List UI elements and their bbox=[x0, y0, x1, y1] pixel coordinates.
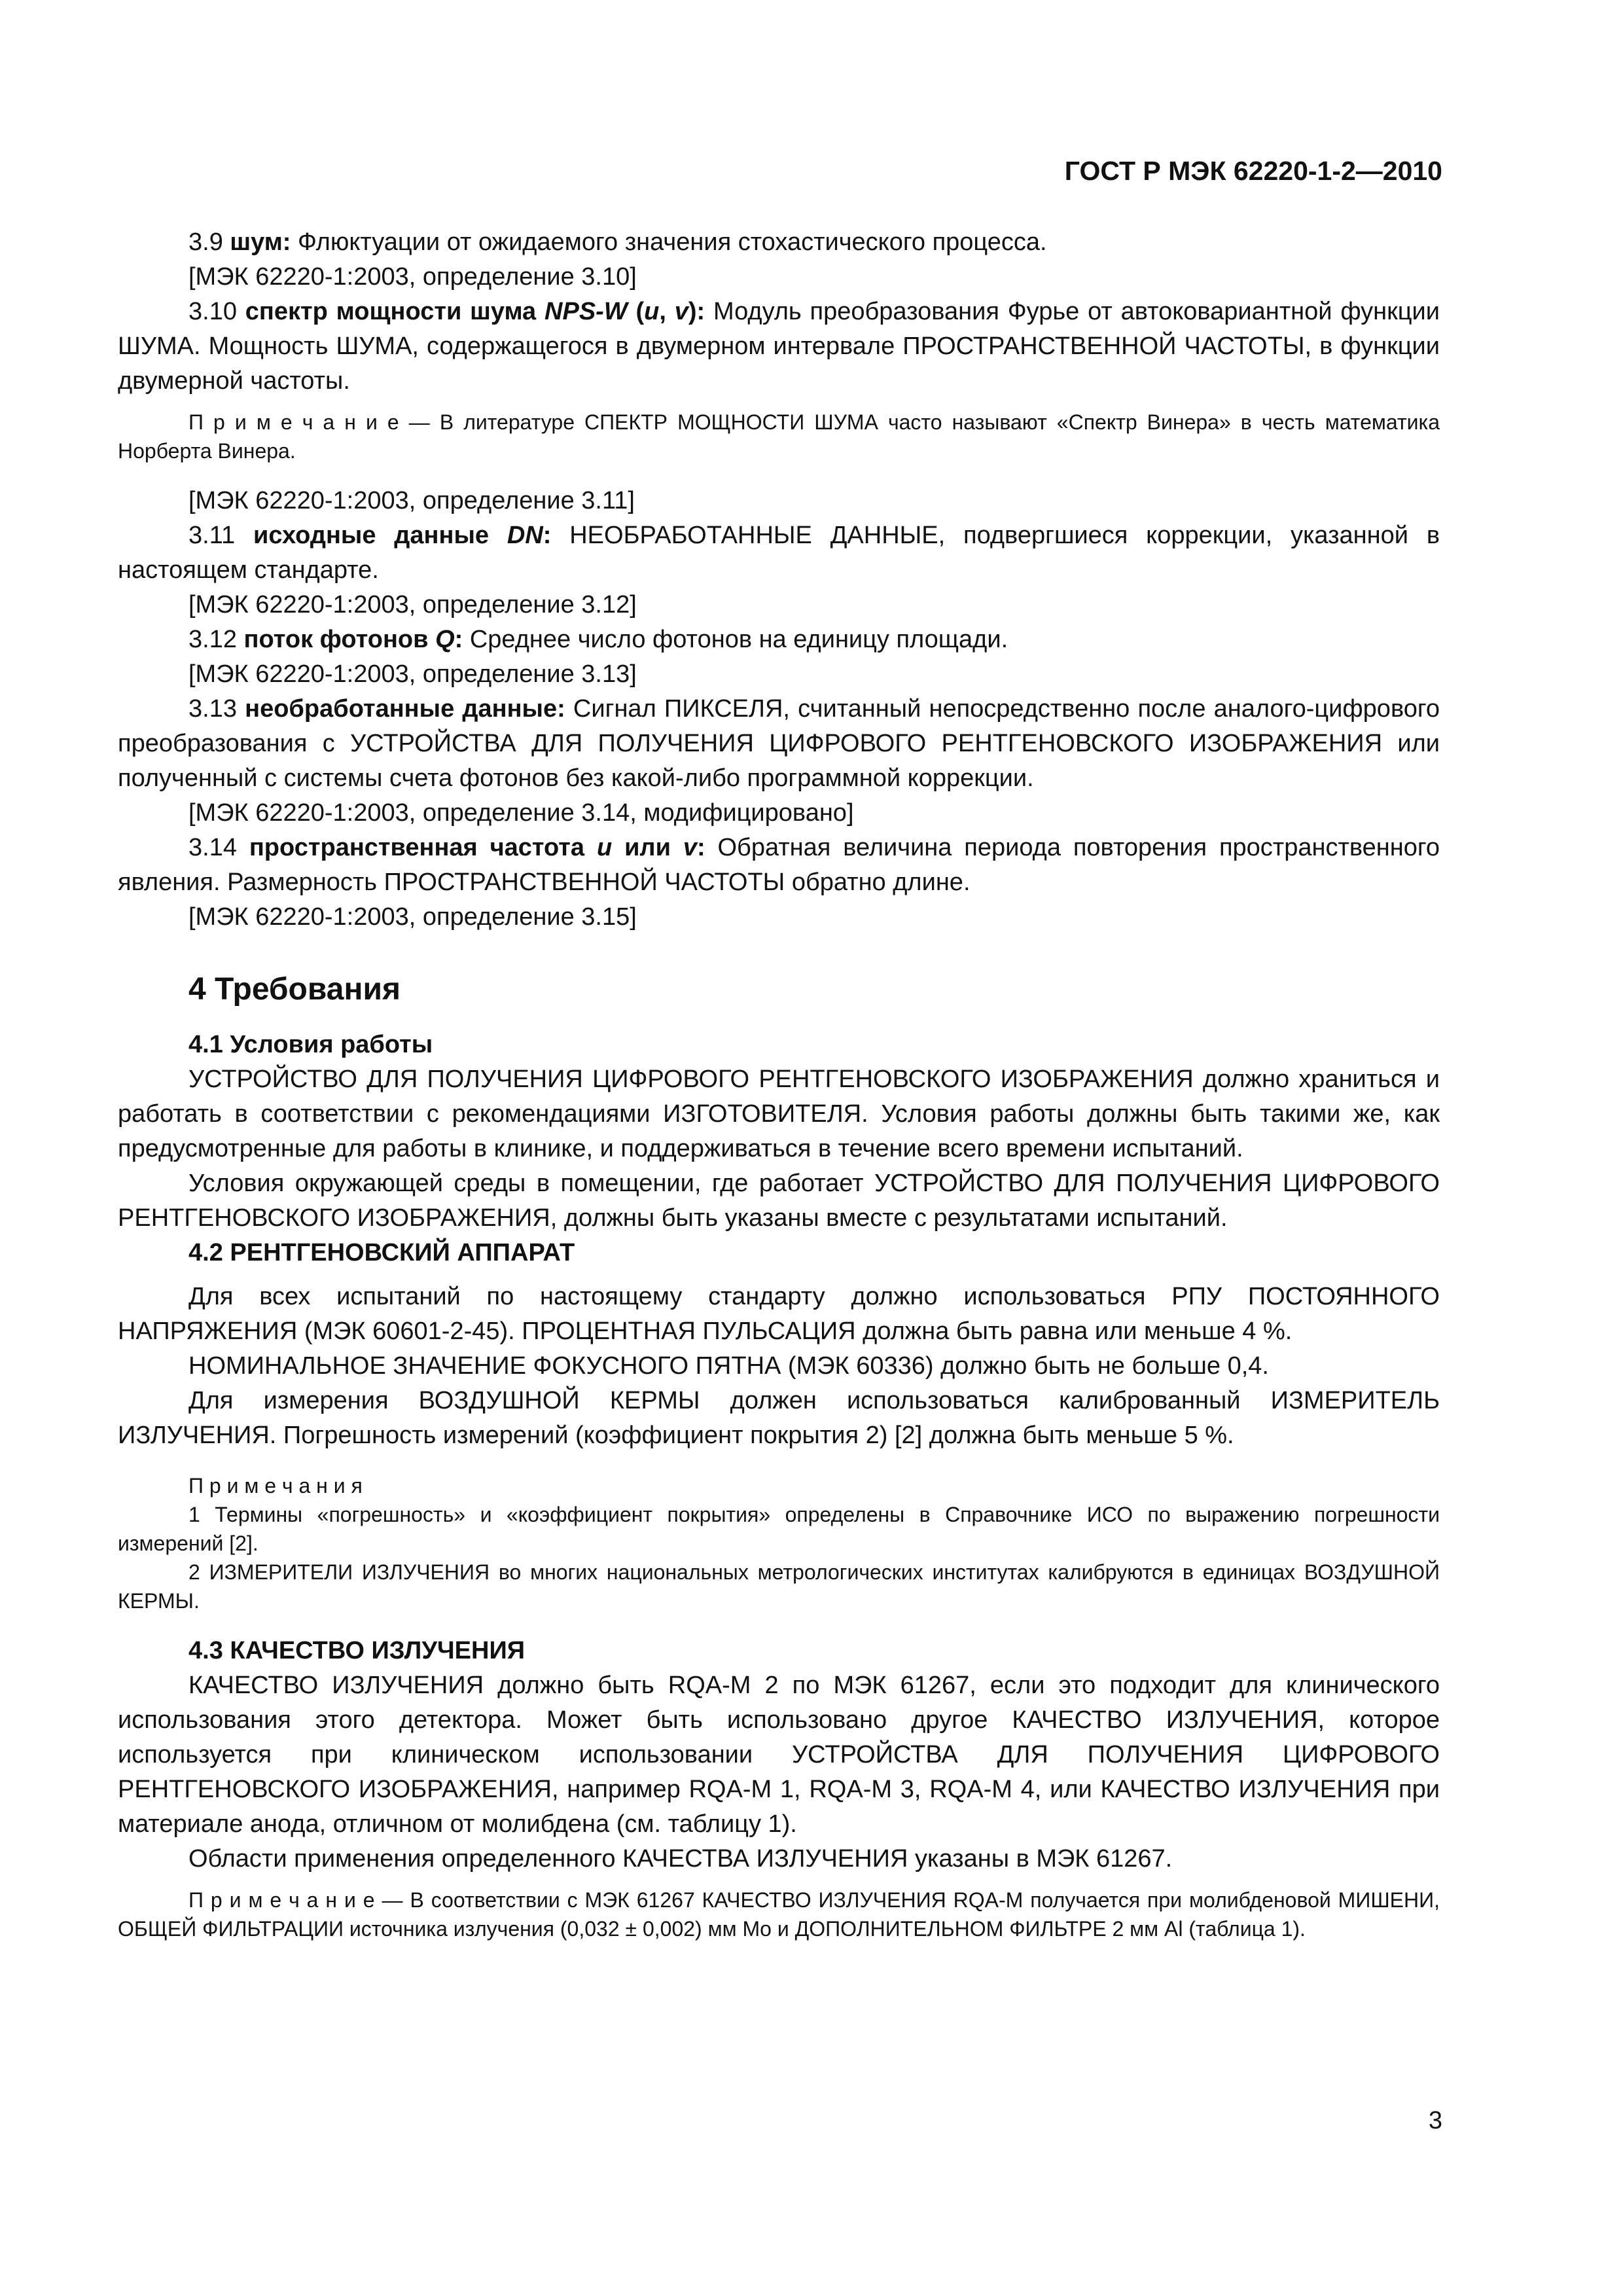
definition-3-9 bbox=[118, 225, 1440, 260]
section-heading: 4 Требования bbox=[188, 972, 401, 1007]
definition-symbol: v bbox=[683, 834, 697, 861]
definition-reference: [МЭК 62220-1:2003, определение 3.12] bbox=[188, 591, 637, 619]
notes-label: П р и м е ч а н и я bbox=[188, 1474, 363, 1498]
definition-term: поток фотонов bbox=[243, 626, 429, 653]
definition-term: исходные данные bbox=[253, 522, 490, 549]
subsection-heading: 4.3 КАЧЕСТВО ИЗЛУЧЕНИЯ bbox=[188, 1637, 526, 1664]
definition-number: 3.9 bbox=[188, 228, 223, 256]
spacer bbox=[118, 190, 1440, 225]
definition-colon: : bbox=[543, 522, 552, 549]
spacer bbox=[118, 1876, 1440, 1886]
spacer bbox=[118, 399, 1440, 408]
definition-text: Сигнал ПИКСЕЛЯ, считанный непосредственно после аналого-цифрового преобразования с УСТРОЙСТВА ДЛЯ ПОЛУЧЕНИЯ ЦИФРОВОГО РЕНТГЕНОВСКОГО ИЗОБРАЖЕНИЯ или полученный с системы счета фотонов без какой-либо программной коррекции. bbox=[118, 695, 1440, 792]
definition-symbol: u bbox=[644, 298, 660, 325]
definition-symbol: DN bbox=[507, 522, 543, 549]
definition-3-11 bbox=[118, 518, 1440, 588]
note: 1 Термины «погрешность» и «коэффициент покрытия» определены в Справочнике ИСО по выражению погрешности измерений [2]. bbox=[118, 1503, 1440, 1555]
paragraph: Для измерения ВОЗДУШНОЙ КЕРМЫ должен использоваться калиброванный ИЗМЕРИТЕЛЬ ИЗЛУЧЕНИЯ. Погрешность измерений (коэффициент покрытия 2) [2] должна быть меньше 5 %. bbox=[118, 1387, 1440, 1449]
definition-number: 3.11 bbox=[188, 522, 236, 549]
definition-term: шум: bbox=[230, 228, 291, 256]
definition-number: 3.10 bbox=[188, 298, 237, 325]
definition-term: спектр мощности шума bbox=[245, 298, 537, 325]
page-number: 3 bbox=[1428, 2107, 1442, 2134]
definition-3-13 bbox=[118, 692, 1440, 796]
definition-3-14 bbox=[118, 831, 1440, 900]
definition-number: 3.14 bbox=[188, 834, 237, 861]
definition-symbol: Q bbox=[435, 626, 455, 653]
subsection-heading: 4.2 РЕНТГЕНОВСКИЙ АППАРАТ bbox=[188, 1239, 575, 1266]
definition-reference: [МЭК 62220-1:2003, определение 3.14, модифицировано] bbox=[188, 799, 854, 827]
definition-3-10 bbox=[118, 295, 1440, 399]
definition-term: необработанные данные: bbox=[245, 695, 565, 723]
spacer bbox=[118, 465, 1440, 484]
definition-number: 3.12 bbox=[188, 626, 237, 653]
spacer bbox=[118, 1453, 1440, 1471]
definition-colon: : bbox=[454, 626, 463, 653]
paragraph: Условия окружающей среды в помещении, где работает УСТРОЙСТВО ДЛЯ ПОЛУЧЕНИЯ ЦИФРОВОГО РЕНТГЕНОВСКОГО ИЗОБРАЖЕНИЯ, должны быть указаны вместе с результатами испытаний. bbox=[118, 1170, 1440, 1232]
definition-reference: [МЭК 62220-1:2003, определение 3.15] bbox=[188, 903, 637, 931]
subsection-heading: 4.1 Условия работы bbox=[188, 1031, 433, 1058]
definition-3-12 bbox=[118, 622, 1440, 657]
definition-text: НЕОБРАБОТАННЫЕ ДАННЫЕ, подвергшиеся коррекции, указанной в настоящем стандарте. bbox=[118, 522, 1440, 584]
definition-symbol-paren: ( bbox=[627, 298, 645, 325]
paragraph: Для всех испытаний по настоящему стандарту должно использоваться РПУ ПОСТОЯННОГО НАПРЯЖЕНИЯ (МЭК 60601-2-45). ПРОЦЕНТНАЯ ПУЛЬСАЦИЯ должна быть равна или меньше 4 %. bbox=[118, 1283, 1440, 1345]
definition-number: 3.13 bbox=[188, 695, 237, 723]
definition-symbol: u bbox=[596, 834, 613, 861]
definition-text: Флюктуации от ожидаемого значения стохастического процесса. bbox=[291, 228, 1047, 256]
paragraph: УСТРОЙСТВО ДЛЯ ПОЛУЧЕНИЯ ЦИФРОВОГО РЕНТГЕНОВСКОГО ИЗОБРАЖЕНИЯ должно храниться и работать в соответствии с рекомендациями ИЗГОТОВИТЕЛЯ. Условия работы должны быть такими же, как предусмотренные для работы в клинике, и поддерживаться в течение всего времени испытаний. bbox=[118, 1066, 1440, 1162]
spacer bbox=[118, 154, 1440, 190]
definition-colon: : bbox=[696, 834, 705, 861]
definition-text: Среднее число фотонов на единицу площади. bbox=[463, 626, 1008, 653]
definition-symbol: v bbox=[674, 298, 688, 325]
paragraph: Области применения определенного КАЧЕСТВА ИЗЛУЧЕНИЯ указаны в МЭК 61267. bbox=[188, 1845, 1173, 1873]
spacer bbox=[118, 1270, 1440, 1280]
definition-symbol: NPS-W bbox=[544, 298, 628, 325]
standard-code-header: ГОСТ Р МЭК 62220-1-2—2010 bbox=[1064, 156, 1442, 186]
note-label: П р и м е ч а н и е bbox=[188, 410, 399, 434]
paragraph: НОМИНАЛЬНОЕ ЗНАЧЕНИЕ ФОКУСНОГО ПЯТНА (МЭК 60336) должно быть не больше 0,4. bbox=[188, 1352, 1269, 1380]
definition-symbol-paren: ): bbox=[688, 298, 705, 325]
note: 2 ИЗМЕРИТЕЛИ ИЗЛУЧЕНИЯ во многих национальных метрологических институтах калибруются в единицах ВОЗДУШНОЙ КЕРМЫ. bbox=[118, 1560, 1440, 1613]
paragraph: КАЧЕСТВО ИЗЛУЧЕНИЯ должно быть RQA-M 2 по МЭК 61267, если это подходит для клинического использования этого детектора. Может быть использовано другое КАЧЕСТВО ИЗЛУЧЕНИЯ, которое используется при клиническом использовании УСТРОЙСТВА ДЛЯ ПОЛУЧЕНИЯ ЦИФРОВОГО РЕНТГЕНОВСКОГО ИЗОБРАЖЕНИЯ, например RQA-M 1, RQA-M 3, RQA-M 4, или КАЧЕСТВО ИЗЛУЧЕНИЯ при материале анода, отличном от молибдена (см. таблицу 1). bbox=[118, 1672, 1440, 1838]
note-text: — В соответствии с МЭК 61267 КАЧЕСТВО ИЗЛУЧЕНИЯ RQA-M получается при молибденовой МИШЕНИ, ОБЩЕЙ ФИЛЬТРАЦИИ источника излучения (0,032 ± 0,002) мм Mo и ДОПОЛНИТЕЛЬНОМ ФИЛЬТРЕ 2 мм Al (таблица 1). bbox=[118, 1888, 1440, 1941]
definition-reference: [МЭК 62220-1:2003, определение 3.11] bbox=[188, 487, 635, 514]
note-label: П р и м е ч а н и е bbox=[188, 1888, 375, 1912]
definition-symbol-comma: , bbox=[659, 298, 675, 325]
definition-term: пространственная частота bbox=[249, 834, 585, 861]
definition-reference: [МЭК 62220-1:2003, определение 3.10] bbox=[188, 263, 637, 291]
note-text: — В литературе СПЕКТР МОЩНОСТИ ШУМА часто называют «Спектр Винера» в честь математика Норберта Винера. bbox=[118, 410, 1440, 463]
definition-reference: [МЭК 62220-1:2003, определение 3.13] bbox=[188, 660, 637, 688]
spacer bbox=[118, 935, 1440, 970]
definition-text: Модуль преобразования Фурье от автоковариантной функции ШУМА. Мощность ШУМА, содержащегося в двумерном интервале ПРОСТРАНСТВЕННОЙ ЧАСТОТЫ, в функции двумерной частоты. bbox=[118, 298, 1440, 395]
spacer bbox=[118, 1615, 1440, 1634]
note bbox=[118, 1886, 1440, 1943]
page-content bbox=[118, 154, 1440, 1943]
note bbox=[118, 408, 1440, 465]
definition-conjunction: или bbox=[624, 834, 671, 861]
definition-text: Обратная величина периода повторения пространственного явления. Размерность ПРОСТРАНСТВЕННОЙ ЧАСТОТЫ обратно длине. bbox=[118, 834, 1440, 896]
spacer bbox=[118, 1009, 1440, 1028]
